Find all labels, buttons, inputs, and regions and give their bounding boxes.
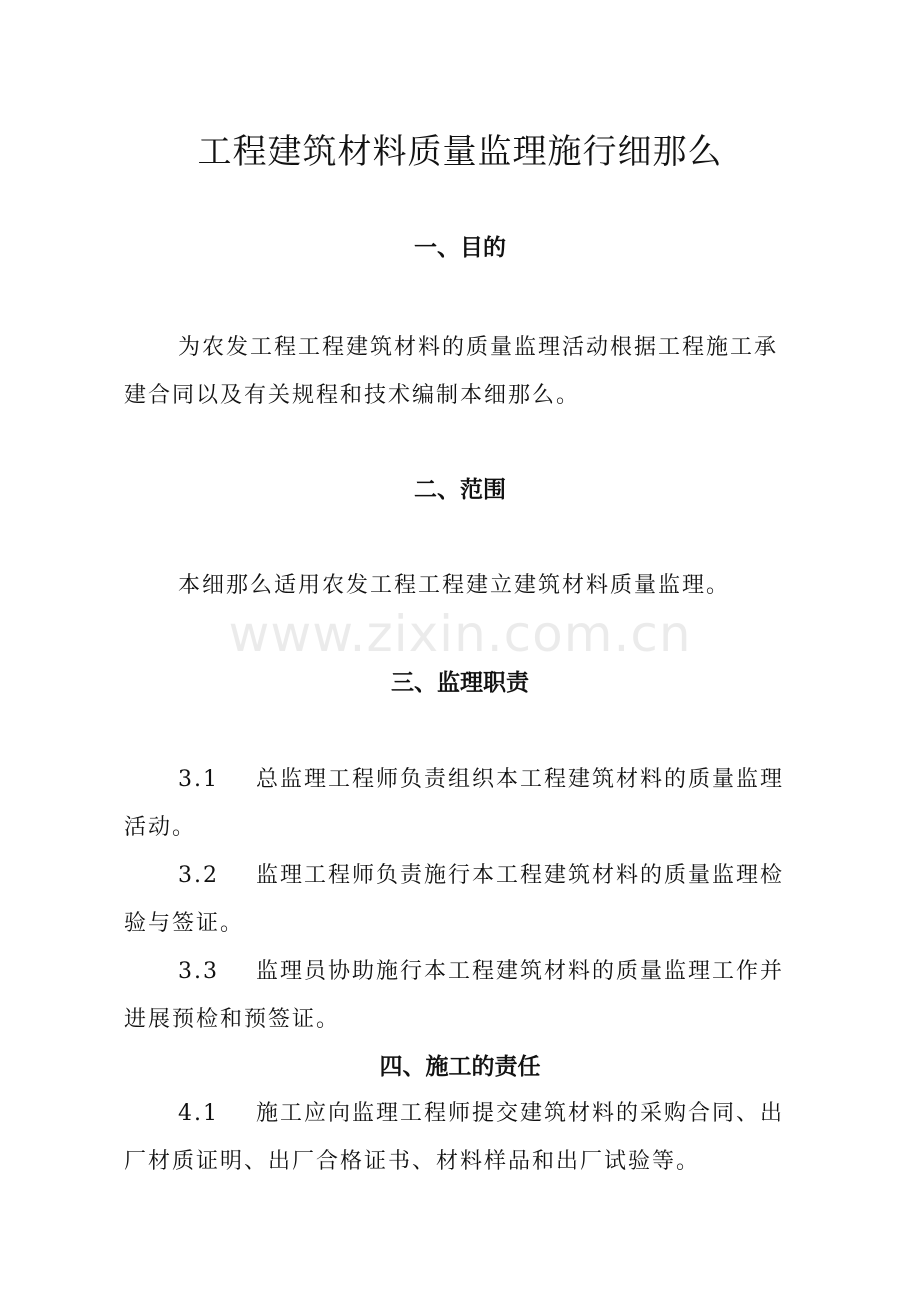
section-paragraph-scope: 本细那么适用农发工程工程建立建筑材料质量监理。 — [178, 573, 731, 598]
watermark: www.zixin.com.cn — [228, 605, 692, 663]
document-title: 工程建筑材料质量监理施行细那么 — [197, 132, 723, 172]
item-number: 3.2 — [178, 863, 219, 888]
section-heading-scope: 二、范围 — [414, 477, 506, 503]
item-text: 监理工程师负责施行本工程建筑材料的质量监理检验与签证。 — [124, 863, 785, 936]
item-text: 监理员协助施行本工程建筑材料的质量监理工作并进展预检和预签证。 — [124, 959, 785, 1032]
list-item — [124, 756, 800, 852]
section-heading-purpose: 一、目的 — [414, 235, 506, 261]
item-text: 总监理工程师负责组织本工程建筑材料的质量监理活动。 — [124, 767, 785, 840]
list-item — [124, 852, 800, 948]
section-heading-duties: 三、监理职责 — [391, 670, 529, 696]
section-heading-construction: 四、施工的责任 — [379, 1054, 541, 1080]
list-item — [124, 948, 800, 1044]
item-number: 3.3 — [178, 959, 219, 984]
item-number: 4.1 — [178, 1101, 219, 1126]
list-item — [124, 1090, 800, 1186]
section-paragraph-purpose: 为农发工程工程建筑材料的质量监理活动根据工程施工承建合同以及有关规程和技术编制本细那么。 — [124, 335, 779, 408]
item-text: 施工应向监理工程师提交建筑材料的采购合同、出厂材质证明、出厂合格证书、材料样品和出厂试验等。 — [124, 1101, 785, 1174]
item-number: 3.1 — [178, 767, 219, 792]
